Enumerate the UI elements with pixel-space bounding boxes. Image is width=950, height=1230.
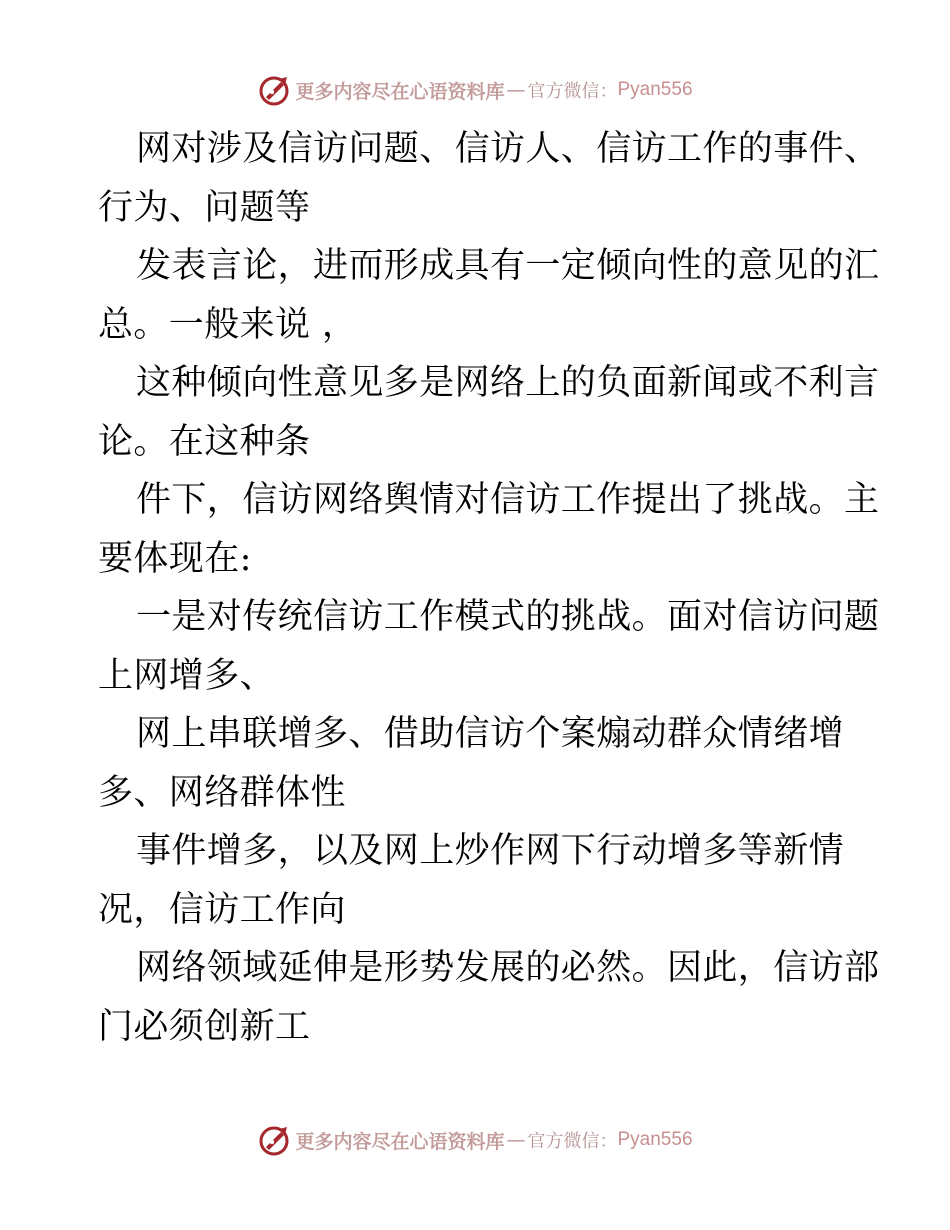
header-banner-content [257, 73, 692, 107]
text-line: 网上串联增多、借助信访个案煽动群众情绪增 [136, 714, 845, 754]
text-line: 事件增多，以及网上炒作网下行动增多等新情 [136, 831, 845, 871]
text-line: 论。在这种条 [98, 421, 311, 462]
footer-banner-content [257, 1123, 692, 1157]
text-line: 网络领域延伸是形势发展的必然。因此，信访部 [136, 948, 880, 988]
footer-dash: — [506, 1129, 526, 1151]
text-line: 上网增多、 [98, 655, 276, 696]
text-line: 门必须创新工 [98, 1006, 311, 1047]
quill-logo-icon [257, 1123, 291, 1157]
text-line: 多、网络群体性 [98, 772, 346, 813]
quill-logo-icon [257, 73, 291, 107]
text-line: 一是对传统信访工作模式的挑战。面对信访问题 [136, 597, 880, 637]
header-dash: — [506, 79, 526, 101]
text-line: 况，信访工作向 [98, 889, 346, 930]
header-wechat-label: 官方微信： [527, 81, 618, 102]
header-banner [0, 70, 950, 110]
footer-banner [0, 1120, 950, 1160]
text-line: 网对涉及信访问题、信访人、信访工作的事件、 [136, 129, 880, 169]
text-line: 件下，信访网络舆情对信访工作提出了挑战。主 [136, 480, 880, 520]
footer-wechat-id: Pyan556 [617, 1129, 693, 1150]
text-line: 总。一般来说 ， [98, 304, 358, 345]
header-wechat-id: Pyan556 [617, 79, 693, 100]
document-body [98, 120, 880, 1056]
text-line: 这种倾向性意见多是网络上的负面新闻或不利言 [136, 363, 880, 403]
text-line: 发表言论，进而形成具有一定倾向性的意见的汇 [136, 246, 880, 286]
header-site-text: 更多内容尽在心语资料库 [295, 80, 505, 103]
text-line: 要体现在: [98, 538, 252, 579]
text-line: 行为、问题等 [98, 187, 311, 228]
footer-wechat-label: 官方微信： [527, 1131, 618, 1152]
footer-site-text: 更多内容尽在心语资料库 [295, 1130, 505, 1153]
